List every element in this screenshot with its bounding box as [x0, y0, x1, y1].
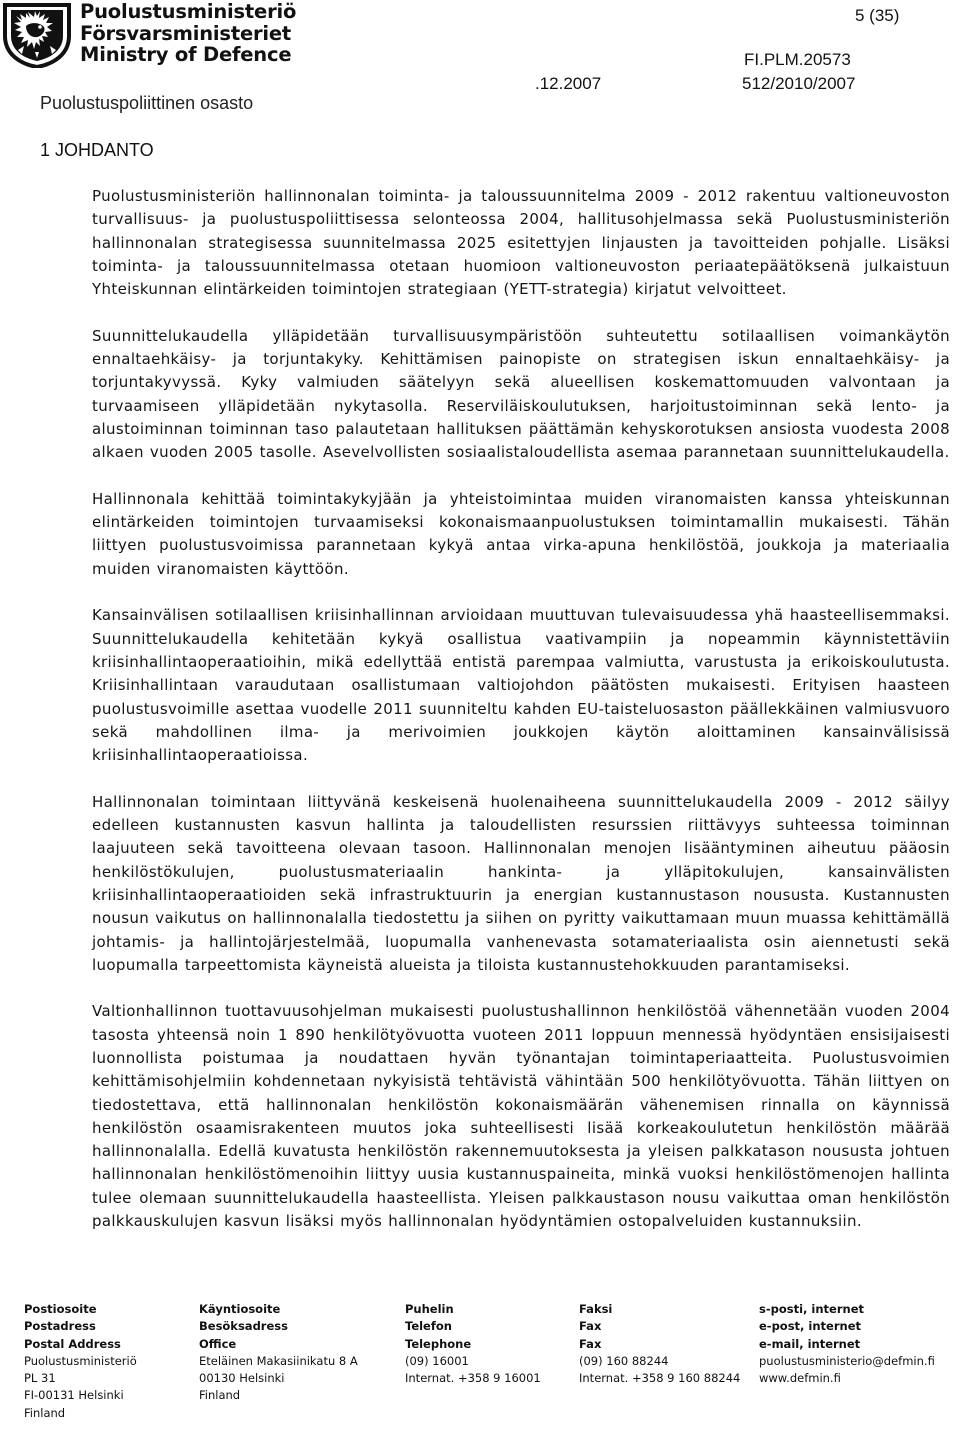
paragraph: Hallinnonalan toimintaan liittyvänä keskeisenä huolenaiheena suunnittelukaudella 2009 - 2012 säilyy edelleen kustannusten kasvun hallinta ja taloudellisten resurssien riittävyys suhteessa toiminnan laajuuteen sekä tavoitteena olevaan tasoon. Hallinnonalan menojen lisääntyminen aiheutuu pääosin henkilöstökulujen, puolustusmateriaalin hankinta- ja ylläpitokulujen, kansainvälisten kriisinhallintaoperaatioiden sekä infrastruktuurin ja energian kustannustason noususta. Kustannusten nousun vaikutus on hallinnonalalla tiedostettu ja siihen on pyritty vaikuttamaan muun muassa kehittämällä johtamis- ja hallintojärjestelmää, luopumalla vanhenevasta sotamateriaalista osin aiennetusti sekä luopumalla tarpeettomista käyneistä alueista ja tiloista kustannustehokkuuden parantamiseksi. [92, 792, 950, 974]
footer-line: 00130 Helsinki [199, 1371, 285, 1386]
ministry-name-en: Ministry of Defence [80, 43, 292, 66]
footer-line: Internat. +358 9 160 88244 [579, 1371, 741, 1386]
footer-header: Postiosoite [24, 1302, 97, 1316]
reference-code: FI.PLM.20573 [744, 50, 851, 69]
paragraph: Kansainvälisen sotilaallisen kriisinhallinnan arvioidaan muuttuvan tulevaisuudessa yhä haasteellisemmaksi. Suunnittelukaudella kehitetään kykyä osallistua vaativampiin ja nopeammin käynnistettäviin kriisinhallintaoperaatioihin, mikä edellyttää entistä parempaa valmiutta, varustusta ja erikoiskoulutusta. Kriisinhallintaan varaudutaan osallistumaan valtiojohdon päätösten mukaisesti. Erityisen haasteen puolustusvoimille asettaa vuodelle 2011 suunniteltu kahden EU-taisteluosaston päällekkäinen valmiusvuoro sekä mahdollinen ilma- ja merivoimien joukkojen käytön aloittaminen kansainvälisissä kriisinhallintaoperaatioissa. [92, 606, 950, 765]
footer-line: FI-00131 Helsinki [24, 1388, 124, 1403]
footer-line: Finland [199, 1388, 241, 1403]
ministry-name-sv: Försvarsministeriet [80, 21, 292, 45]
paragraph: Valtionhallinnon tuottavuusohjelman mukaisesti puolustushallinnon henkilöstöä vähennetään vuoden 2004 tasosta yhteensä noin 1 890 henkilötyövuotta vuoteen 2011 loppuun mennessä hyödyntäen ensisijaisesti luonnollista poistumaa ja noudattaen hyvän työnantajan toimintaperiaatteita. Puolustusvoimien kehittämisohjelmiin kohdennetaan nykyisistä tehtävistä vähintään 500 henkilötyövuotta. Tähän liittyen on tiedostettava, että hallinnonalan henkilöstön kokonaismäärän vähenemisen rinnalla on käynnissä henkilöstön osaamisrakenteen muutos joka suhteellisesti lisää korkeakoulutetun henkilöstön määrää hallinnonalalla. Edellä kuvatusta henkilöstön rakennemuutoksesta ja yleisen palkkatason noususta johtuen hallinnonalan henkilöstömenoihin liittyy uusia kustannuspaineita, minkä vuoksi henkilöstömenojen hallinta tulee olemaan suunnittelukaudella haasteellista. Yleisen palkkaustason nousu vaikuttaa oman henkilöstön palkkauskulujen kasvun lisäksi myös hallinnonalan hyödyntämien ostopalveluiden kustannuksiin. [92, 1002, 950, 1231]
footer-website-link[interactable]: www.defmin.fi [759, 1371, 841, 1386]
department-name: Puolustuspoliittinen osasto [40, 93, 254, 113]
paragraph: Suunnittelukaudella ylläpidetään turvallisuusympäristöön suhteutettu sotilaallisen voimankäytön ennaltaehkäisy- ja torjuntakyky. Kehittämisen painopiste on strategisen iskun ennaltaehkäisy- ja torjuntakyvyssä. Kyky valmiuden säätelyyn sekä alueellisen koskemattomuuden valvontaan ja turvaamiseen ylläpidetään nykytasolla. Reserviläiskoulutuksen, harjoitustoiminnan sekä lento- ja alustoiminnan toiminnan taso palautetaan hallituksen päättämän kehyskorotuksen ansiosta vuodesta 2008 alkaen vuoden 2005 tasolle. Asevelvollisten sosiaalistaloudellista asemaa parannetaan suunnittelukaudella. [92, 326, 950, 462]
footer-header: Käyntiosoite [199, 1302, 281, 1316]
footer-line: PL 31 [24, 1371, 56, 1386]
footer-header: Puhelin [405, 1302, 454, 1316]
footer-telephone [405, 1301, 541, 1387]
footer-header: Telefon [405, 1319, 452, 1334]
section-heading: 1 JOHDANTO [40, 140, 154, 160]
paragraph: Hallinnonala kehittää toimintakykyjään ja yhteistoimintaa muiden viranomaisten kanssa yhteiskunnan elintärkeiden toimintojen turvaamiseksi kokonaismaanpuolustuksen toimintamallin mukaisesti. Tähän liittyen puolustusvoimissa parannetaan kykyä antaa virka-apuna henkilöstöä, joukkoja ja materiaalia muiden viranomaisten käyttöön. [92, 489, 950, 578]
footer-header: Fax [579, 1336, 602, 1351]
footer-fax [579, 1301, 740, 1387]
footer-email-internet [759, 1301, 960, 1387]
footer-header: s-posti, internet [759, 1302, 864, 1316]
ministry-name-fi: Puolustusministeriö [80, 0, 297, 23]
footer-line: (09) 160 88244 [579, 1353, 669, 1368]
footer-header: e-post, internet [759, 1319, 862, 1334]
footer-header: Besöksadress [199, 1319, 288, 1334]
footer-postal-address [24, 1301, 137, 1422]
footer-header: Postadress [24, 1319, 96, 1334]
footer-line: (09) 16001 [405, 1353, 469, 1368]
document-date: .12.2007 [535, 74, 602, 93]
footer-line: Eteläinen Makasiinikatu 8 A [199, 1353, 358, 1368]
ministry-names [80, 1, 296, 66]
footer-header: Office [199, 1336, 237, 1351]
footer-header: Fax [579, 1319, 602, 1334]
reference-number: 512/2010/2007 [742, 74, 856, 93]
footer-header: Telephone [405, 1336, 472, 1351]
coat-of-arms-logo [2, 2, 72, 68]
body-text [92, 185, 950, 1257]
footer-line: Internat. +358 9 16001 [405, 1371, 541, 1386]
footer-email-link[interactable]: puolustusministerio@defmin.fi [759, 1353, 935, 1368]
footer-line: Finland [24, 1405, 66, 1420]
footer-office-address [199, 1301, 358, 1405]
footer-line: Puolustusministeriö [24, 1353, 137, 1368]
paragraph: Puolustusministeriön hallinnonalan toiminta- ja taloussuunnitelma 2009 - 2012 rakentuu valtioneuvoston turvallisuus- ja puolustuspoliittisessa selonteossa 2004, hallitusohjelmassa sekä Puolustusministeriön hallinnonalan strategisessa suunnitelmassa 2025 esitettyjen linjausten ja tavoitteiden pohjalle. Lisäksi toiminta- ja taloussuunnitelmassa otetaan huomioon valtioneuvoston periaatepäätöksenä julkaistuun Yhteiskunnan elintärkeiden toimintojen strategiaan (YETT-strategia) kirjatut velvoitteet. [92, 187, 950, 299]
lion-emblem-icon [2, 2, 72, 68]
footer-header: Postal Address [24, 1336, 121, 1351]
footer-header: Faksi [579, 1302, 613, 1316]
page-number: 5 (35) [855, 6, 900, 25]
contact-footer [24, 1301, 960, 1420]
footer-header: e-mail, internet [759, 1336, 861, 1351]
